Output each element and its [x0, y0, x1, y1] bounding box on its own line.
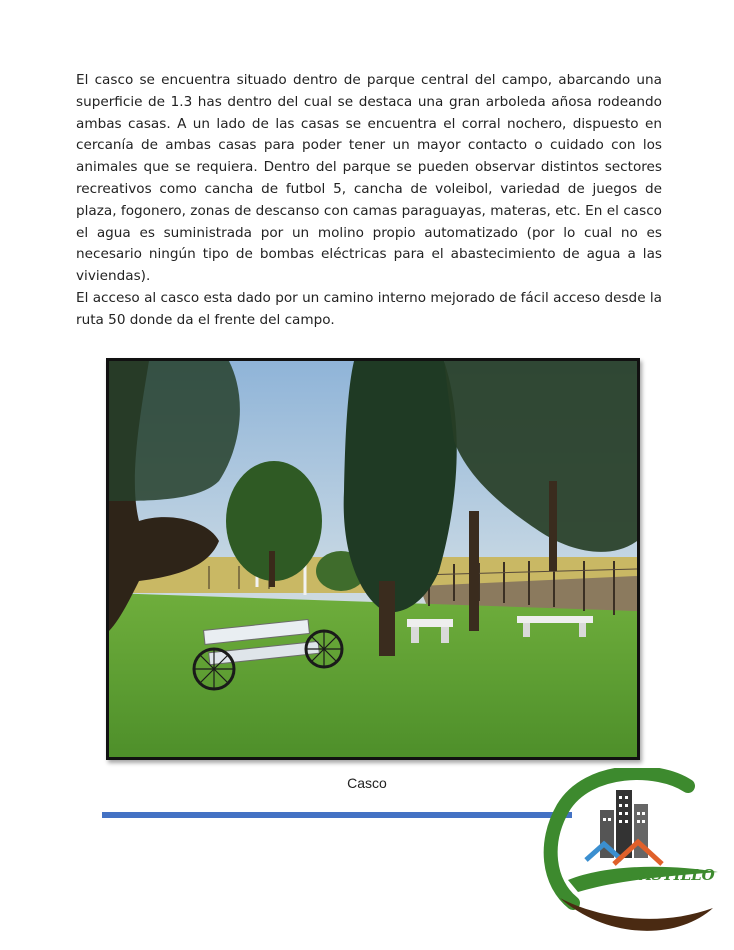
horizontal-rule	[102, 812, 572, 818]
casco-photo	[106, 358, 640, 760]
logo-text: CASTILLO	[628, 866, 715, 884]
photo-caption: Casco	[347, 775, 387, 791]
paragraph-1: El casco se encuentra situado dentro de parque central del campo, abarcando una superficie de 1.3 has dentro del cual se destaca una gran arboleda añosa rodeando ambas casas. A un lado de las casas se encuentra el corral nochero, dispuesto en cercanía de ambas casas para poder tener un mayor contacto o cuidado con los animales que se requiera. Dentro del parque se pueden observar distintos sectores recreativos como cancha de futbol 5, cancha de voleibol, variedad de juegos de plaza, fogonero, zonas de descanso con camas paraguayas, materas, etc. En el casco el agua es suministrada por un molino propio automatizado (por lo cual no es necesario ningún tipo de bombas eléctricas para el abastecimiento de agua a las viviendas).	[76, 72, 662, 285]
paragraph-2: El acceso al casco esta dado por un camino interno mejorado de fácil acceso desde la ruta 50 donde da el frente del campo.	[76, 289, 662, 328]
castillo-logo	[538, 768, 728, 940]
body-text	[76, 70, 662, 332]
